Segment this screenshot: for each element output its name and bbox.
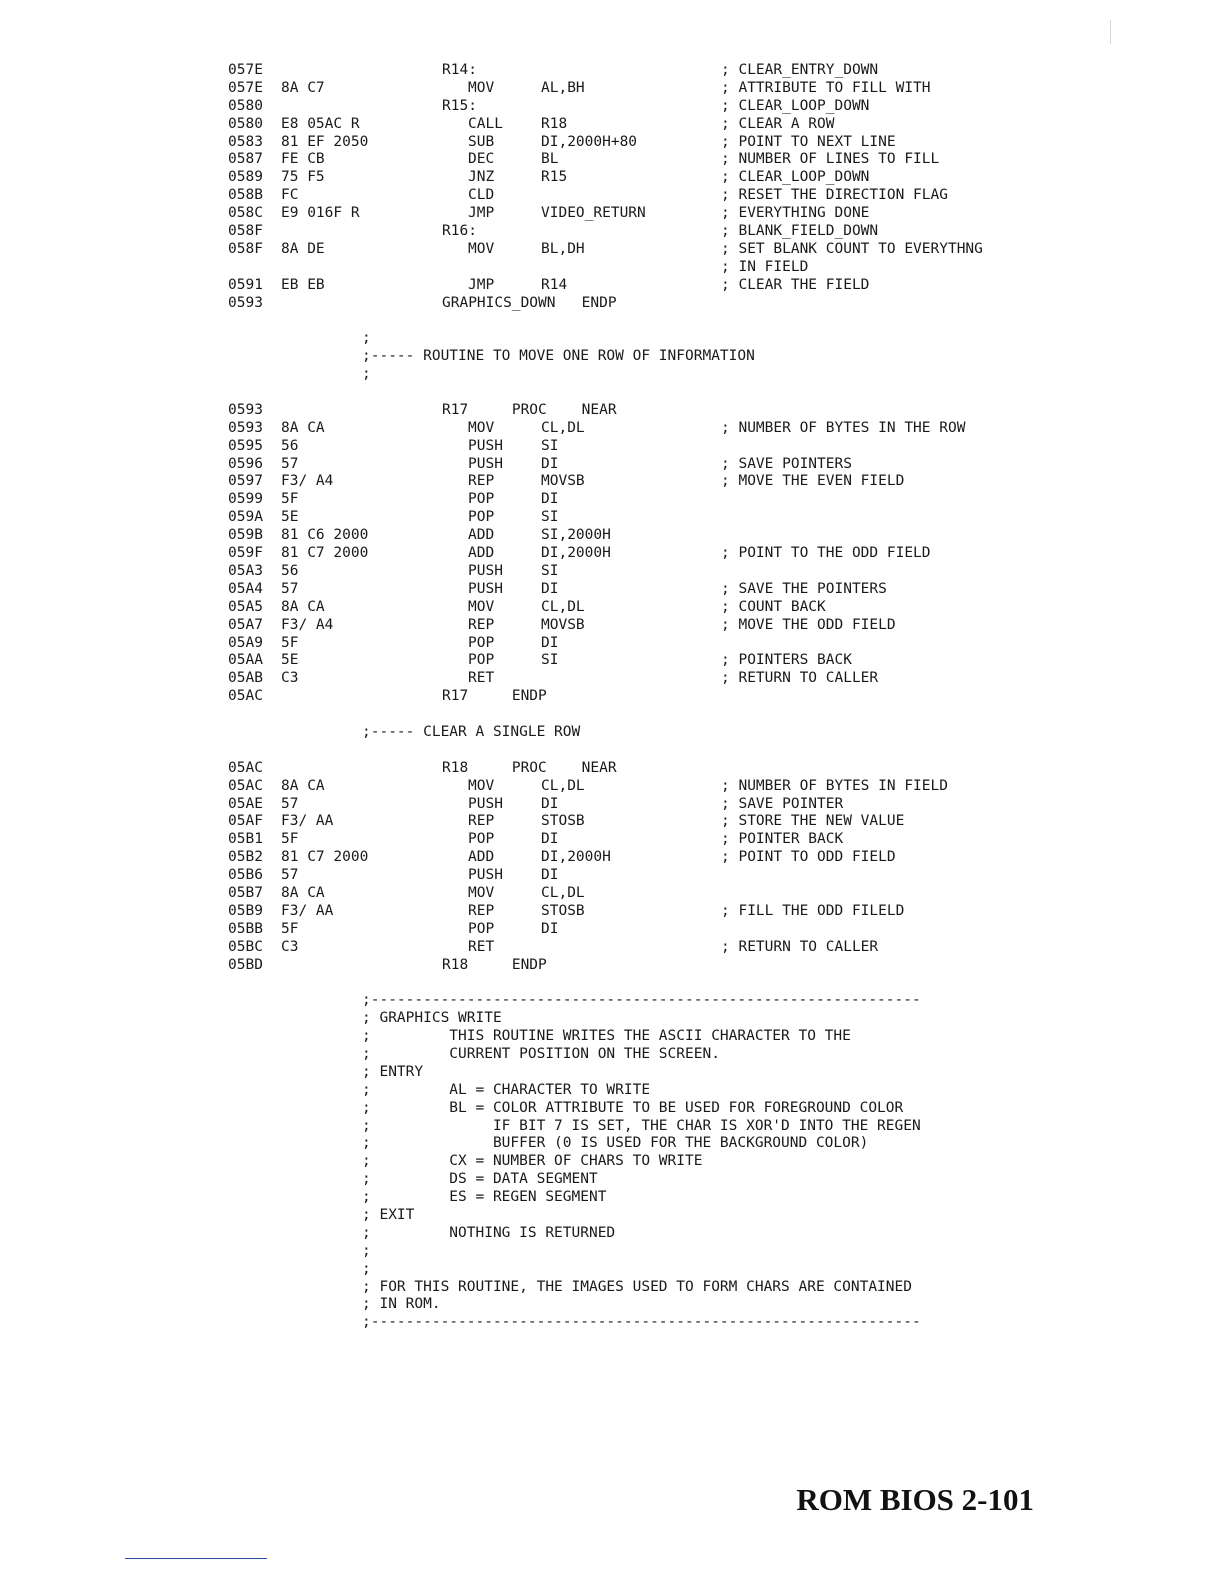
address: 0580	[228, 115, 263, 132]
mnemonic: JMP	[468, 276, 495, 293]
comment: ; CLEAR_LOOP_DOWN	[721, 169, 870, 186]
mnemonic: RET	[468, 938, 495, 955]
comment: ; ATTRIBUTE TO FILL WITH	[721, 79, 931, 96]
mnemonic: POP	[468, 634, 495, 651]
comment: ; CLEAR THE FIELD	[721, 276, 870, 293]
comment-text: ;	[362, 366, 371, 383]
object-code: C3	[281, 670, 299, 687]
address: 059F	[228, 545, 263, 562]
comment-text: ; THIS ROUTINE WRITES THE ASCII CHARACTER TO THE	[362, 1028, 851, 1045]
comment-text: ;	[362, 1260, 371, 1277]
object-code: 57	[281, 795, 299, 812]
comment: ; RETURN TO CALLER	[721, 670, 879, 687]
comment: ; MOVE THE ODD FIELD	[721, 616, 896, 633]
mnemonic: PUSH	[468, 437, 503, 454]
object-code: FC	[281, 187, 299, 204]
address: 0593	[228, 401, 263, 418]
mnemonic: POP	[468, 920, 495, 937]
address: 05A7	[228, 616, 263, 633]
comment-text: ; BUFFER (0 IS USED FOR THE BACKGROUND COLOR)	[362, 1135, 869, 1152]
object-code: 8A CA	[281, 419, 325, 436]
comment-text: ;----- CLEAR A SINGLE ROW	[362, 723, 581, 740]
comment-text: ; IN ROM.	[362, 1296, 441, 1313]
object-code: 57	[281, 580, 299, 597]
mnemonic: REP	[468, 616, 495, 633]
operands: DI,2000H+80	[541, 133, 638, 150]
address: 059A	[228, 509, 263, 526]
address: 05B9	[228, 902, 263, 919]
scan-mark	[1110, 20, 1111, 44]
mnemonic: REP	[468, 902, 495, 919]
address: 05BC	[228, 938, 263, 955]
mnemonic: REP	[468, 813, 495, 830]
label: R17 PROC NEAR	[442, 401, 617, 418]
address: 057E	[228, 79, 263, 96]
object-code: F3/ AA	[281, 902, 334, 919]
object-code: 56	[281, 437, 299, 454]
operands: MOVSB	[541, 473, 585, 490]
address: 0599	[228, 491, 263, 508]
operands: DI	[541, 920, 559, 937]
address: 058B	[228, 187, 263, 204]
comment-text: ;---------------------------------------------------------------	[362, 1314, 921, 1331]
operands: BL	[541, 151, 559, 168]
address: 058F	[228, 223, 263, 240]
comment-text: ; GRAPHICS WRITE	[362, 1010, 502, 1027]
mnemonic: JNZ	[468, 169, 495, 186]
comment: ; IN FIELD	[721, 258, 809, 275]
address: 058C	[228, 205, 263, 222]
object-code: 5E	[281, 652, 299, 669]
comment-text: ; DS = DATA SEGMENT	[362, 1171, 598, 1188]
operands: SI	[541, 652, 559, 669]
address: 057E	[228, 62, 263, 78]
object-code: 75 F5	[281, 169, 325, 186]
address: 05B7	[228, 884, 263, 901]
object-code: 8A CA	[281, 598, 325, 615]
comment-text: ;	[362, 1242, 371, 1259]
operands: R18	[541, 115, 568, 132]
object-code: C3	[281, 938, 299, 955]
mnemonic: PUSH	[468, 455, 503, 472]
object-code: 5F	[281, 491, 299, 508]
mnemonic: SUB	[468, 133, 495, 150]
operands: R14	[541, 276, 568, 293]
address: 05BD	[228, 956, 263, 973]
mnemonic: MOV	[468, 777, 495, 794]
object-code: EB EB	[281, 276, 325, 293]
comment: ; CLEAR_LOOP_DOWN	[721, 97, 870, 114]
operands: CL,DL	[541, 598, 585, 615]
label: R18 ENDP	[442, 956, 547, 973]
mnemonic: PUSH	[468, 562, 503, 579]
address: 0580	[228, 97, 263, 114]
object-code: 5F	[281, 831, 299, 848]
operands: R15	[541, 169, 568, 186]
comment: ; NUMBER OF LINES TO FILL	[721, 151, 940, 168]
operands: SI	[541, 509, 559, 526]
object-code: 8A DE	[281, 240, 325, 257]
comment-text: ; FOR THIS ROUTINE, THE IMAGES USED TO FORM CHARS ARE CONTAINED	[362, 1278, 912, 1295]
comment: ; RETURN TO CALLER	[721, 938, 879, 955]
comment: ; RESET THE DIRECTION FLAG	[721, 187, 948, 204]
address: 05A9	[228, 634, 263, 651]
mnemonic: MOV	[468, 884, 495, 901]
mnemonic: POP	[468, 831, 495, 848]
comment-text: ;---------------------------------------------------------------	[362, 992, 921, 1009]
address: 05BB	[228, 920, 263, 937]
mnemonic: MOV	[468, 598, 495, 615]
object-code: 8A CA	[281, 884, 325, 901]
address: 05AC	[228, 688, 263, 705]
operands: STOSB	[541, 902, 585, 919]
comment-text: ; IF BIT 7 IS SET, THE CHAR IS XOR'D INTO THE REGEN	[362, 1117, 921, 1134]
label: R16:	[442, 223, 477, 240]
comment: ; POINTERS BACK	[721, 652, 852, 669]
address: 05AC	[228, 777, 263, 794]
address: 05AF	[228, 813, 263, 830]
comment: ; SAVE POINTERS	[721, 455, 852, 472]
mnemonic: MOV	[468, 240, 495, 257]
operands: STOSB	[541, 813, 585, 830]
object-code: 8A CA	[281, 777, 325, 794]
mnemonic: REP	[468, 473, 495, 490]
address: 0589	[228, 169, 263, 186]
address: 05B1	[228, 831, 263, 848]
operands: CL,DL	[541, 777, 585, 794]
operands: AL,BH	[541, 79, 585, 96]
comment-text: ; ES = REGEN SEGMENT	[362, 1189, 607, 1206]
mnemonic: POP	[468, 509, 495, 526]
address: 0596	[228, 455, 263, 472]
mnemonic: ADD	[468, 849, 495, 866]
mnemonic: DEC	[468, 151, 495, 168]
object-code: 81 C6 2000	[281, 527, 369, 544]
operands: SI	[541, 437, 559, 454]
operands: CL,DL	[541, 419, 585, 436]
comment-text: ;	[362, 330, 371, 347]
operands: DI	[541, 491, 559, 508]
object-code: F3/ A4	[281, 473, 334, 490]
address: 05AB	[228, 670, 263, 687]
address: 05AC	[228, 759, 263, 776]
address: 058F	[228, 240, 263, 257]
address: 0591	[228, 276, 263, 293]
comment-text: ; BL = COLOR ATTRIBUTE TO BE USED FOR FOREGROUND COLOR	[362, 1099, 904, 1116]
mnemonic: ADD	[468, 527, 495, 544]
object-code: FE CB	[281, 151, 325, 168]
mnemonic: PUSH	[468, 867, 503, 884]
address: 05AA	[228, 652, 263, 669]
label: R17 ENDP	[442, 688, 547, 705]
operands: DI,2000H	[541, 545, 611, 562]
comment-text: ; CURRENT POSITION ON THE SCREEN.	[362, 1045, 720, 1062]
address: 05A4	[228, 580, 263, 597]
comment: ; SAVE THE POINTERS	[721, 580, 887, 597]
address: 059B	[228, 527, 263, 544]
comment: ; FILL THE ODD FILELD	[721, 902, 905, 919]
address: 0593	[228, 419, 263, 436]
object-code: 81 EF 2050	[281, 133, 369, 150]
address: 0583	[228, 133, 263, 150]
object-code: 56	[281, 562, 299, 579]
comment: ; CLEAR_ENTRY_DOWN	[721, 62, 879, 78]
comment: ; SAVE POINTER	[721, 795, 844, 812]
address: 0593	[228, 294, 263, 311]
operands: BL,DH	[541, 240, 585, 257]
mnemonic: JMP	[468, 205, 495, 222]
label: GRAPHICS_DOWN ENDP	[442, 294, 617, 311]
comment: ; MOVE THE EVEN FIELD	[721, 473, 905, 490]
comment: ; COUNT BACK	[721, 598, 826, 615]
operands: DI	[541, 867, 559, 884]
address: 05B2	[228, 849, 263, 866]
label: R14:	[442, 62, 477, 78]
object-code: F3/ A4	[281, 616, 334, 633]
mnemonic: POP	[468, 652, 495, 669]
mnemonic: RET	[468, 670, 495, 687]
mnemonic: PUSH	[468, 580, 503, 597]
comment: ; NUMBER OF BYTES IN THE ROW	[721, 419, 966, 436]
object-code: E9 016F R	[281, 205, 360, 222]
comment: ; BLANK_FIELD_DOWN	[721, 223, 879, 240]
operands: VIDEO_RETURN	[541, 205, 646, 222]
address: 0587	[228, 151, 263, 168]
mnemonic: PUSH	[468, 795, 503, 812]
comment: ; POINT TO NEXT LINE	[721, 133, 896, 150]
object-code: 8A C7	[281, 79, 325, 96]
mnemonic: POP	[468, 491, 495, 508]
mnemonic: MOV	[468, 79, 495, 96]
comment-text: ;----- ROUTINE TO MOVE ONE ROW OF INFORMATION	[362, 348, 755, 365]
address: 05B6	[228, 867, 263, 884]
object-code: 5E	[281, 509, 299, 526]
address: 05A5	[228, 598, 263, 615]
address: 0595	[228, 437, 263, 454]
comment: ; POINT TO ODD FIELD	[721, 849, 896, 866]
object-code: 81 C7 2000	[281, 849, 369, 866]
object-code: 5F	[281, 634, 299, 651]
address: 0597	[228, 473, 263, 490]
comment: ; CLEAR A ROW	[721, 115, 835, 132]
mnemonic: ADD	[468, 545, 495, 562]
operands: DI	[541, 831, 559, 848]
comment: ; POINT TO THE ODD FIELD	[721, 545, 931, 562]
operands: CL,DL	[541, 884, 585, 901]
comment-text: ; CX = NUMBER OF CHARS TO WRITE	[362, 1153, 703, 1170]
label: R15:	[442, 97, 477, 114]
mnemonic: CALL	[468, 115, 503, 132]
page-footer: ROM BIOS 2-101	[796, 1482, 1034, 1517]
operands: DI	[541, 795, 559, 812]
operands: SI	[541, 562, 559, 579]
address: 05AE	[228, 795, 263, 812]
comment: ; NUMBER OF BYTES IN FIELD	[721, 777, 948, 794]
object-code: 57	[281, 455, 299, 472]
operands: SI,2000H	[541, 527, 611, 544]
label: R18 PROC NEAR	[442, 759, 617, 776]
object-code: F3/ AA	[281, 813, 334, 830]
mnemonic: CLD	[468, 187, 495, 204]
object-code: E8 05AC R	[281, 115, 360, 132]
comment: ; SET BLANK COUNT TO EVERYTHNG	[721, 240, 983, 257]
comment-text: ; EXIT	[362, 1207, 415, 1223]
comment-text: ; ENTRY	[362, 1063, 424, 1080]
operands: DI	[541, 455, 559, 472]
operands: MOVSB	[541, 616, 585, 633]
mnemonic: MOV	[468, 419, 495, 436]
comment: ; STORE THE NEW VALUE	[721, 813, 905, 830]
comment-text: ; NOTHING IS RETURNED	[362, 1224, 616, 1241]
scan-underline	[125, 1558, 267, 1559]
operands: DI	[541, 634, 559, 651]
comment: ; EVERYTHING DONE	[721, 205, 870, 222]
object-code: 81 C7 2000	[281, 545, 369, 562]
operands: DI,2000H	[541, 849, 611, 866]
object-code: 5F	[281, 920, 299, 937]
comment: ; POINTER BACK	[721, 831, 844, 848]
address: 05A3	[228, 562, 263, 579]
comment-text: ; AL = CHARACTER TO WRITE	[362, 1081, 651, 1098]
operands: DI	[541, 580, 559, 597]
object-code: 57	[281, 867, 299, 884]
